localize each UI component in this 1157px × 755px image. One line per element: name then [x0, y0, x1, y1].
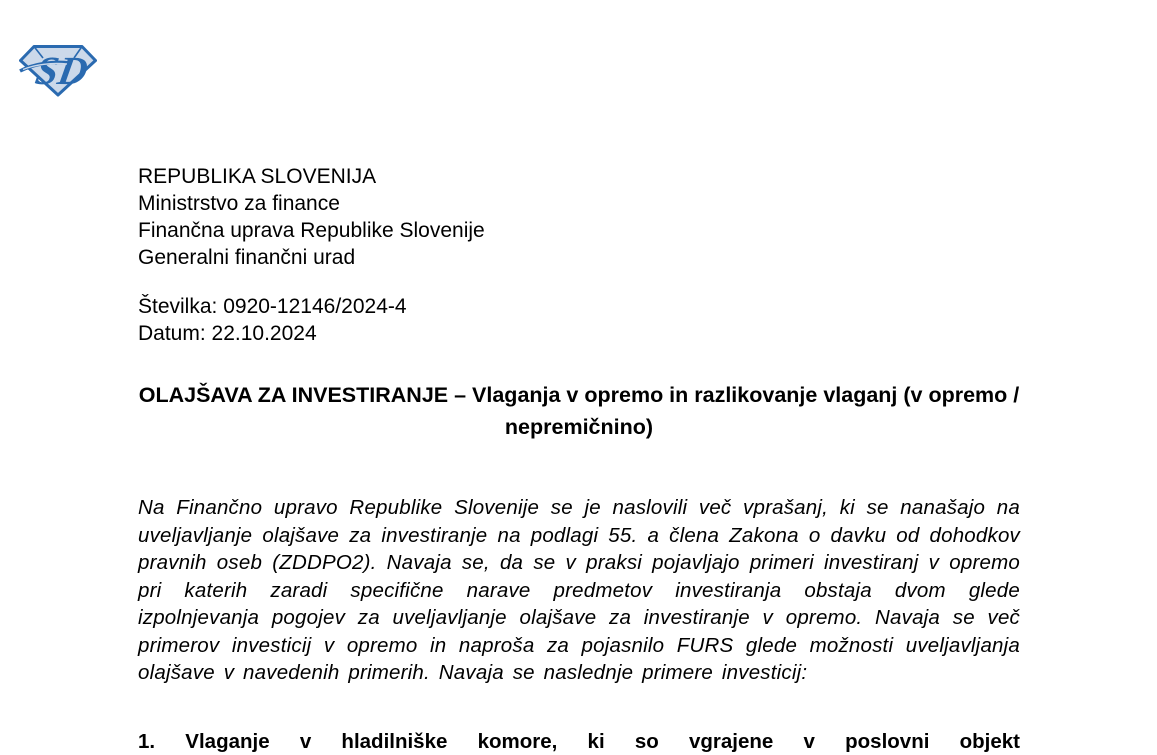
header-line-agency: Finančna uprava Republike Slovenije: [138, 219, 485, 242]
document-number-value: 0920-12146/2024-4: [223, 295, 407, 318]
header-line-country: REPUBLIKA SLOVENIJA: [138, 165, 377, 188]
document-number-line: [138, 293, 1020, 320]
intro-paragraph: Na Finančno upravo Republike Slovenije se je naslovili več vprašanj, ki se nanašajo na uveljavljanje olajšave za investiranje na podlagi 55. a člena Zakona o davku od dohodkov pravnih oseb (ZDDPO2). Navaja se, da se v praksi pojavljajo primeri investiranj v opremo pri katerih zaradi specifične narave predmetov investiranja obstaja dvom glede izpolnjevanja pogojev za uveljavljanje olajšave za investiranje v opremo. Navaja se več primerov investicij v opremo in naproša za pojasnilo FURS glede možnosti uveljavljanja olajšave v navedenih primerih. Navaja se naslednje primere investicij:: [138, 496, 1020, 684]
institution-header: [138, 163, 1020, 271]
header-line-ministry: Ministrstvo za finance: [138, 192, 340, 215]
document-number-label: Številka:: [138, 295, 218, 318]
clipped-list-item: 1. Vlaganje v hladilniške komore, ki so vgrajene v poslovni objekt: [138, 730, 1020, 753]
document-date-label: Datum:: [138, 322, 206, 345]
document-date-line: [138, 320, 1020, 347]
document-meta: [138, 293, 1020, 347]
svg-text:SD: SD: [32, 48, 92, 93]
sd-diamond-logo-icon: [19, 44, 97, 97]
document-title: OLAJŠAVA ZA INVESTIRANJE – Vlaganja v opremo in razlikovanje vlaganj (v opremo / nepremičnino): [138, 383, 1020, 439]
header-line-office: Generalni finančni urad: [138, 246, 356, 269]
sd-diamond-logo: [19, 44, 97, 97]
document-date-value: 22.10.2024: [211, 322, 317, 345]
